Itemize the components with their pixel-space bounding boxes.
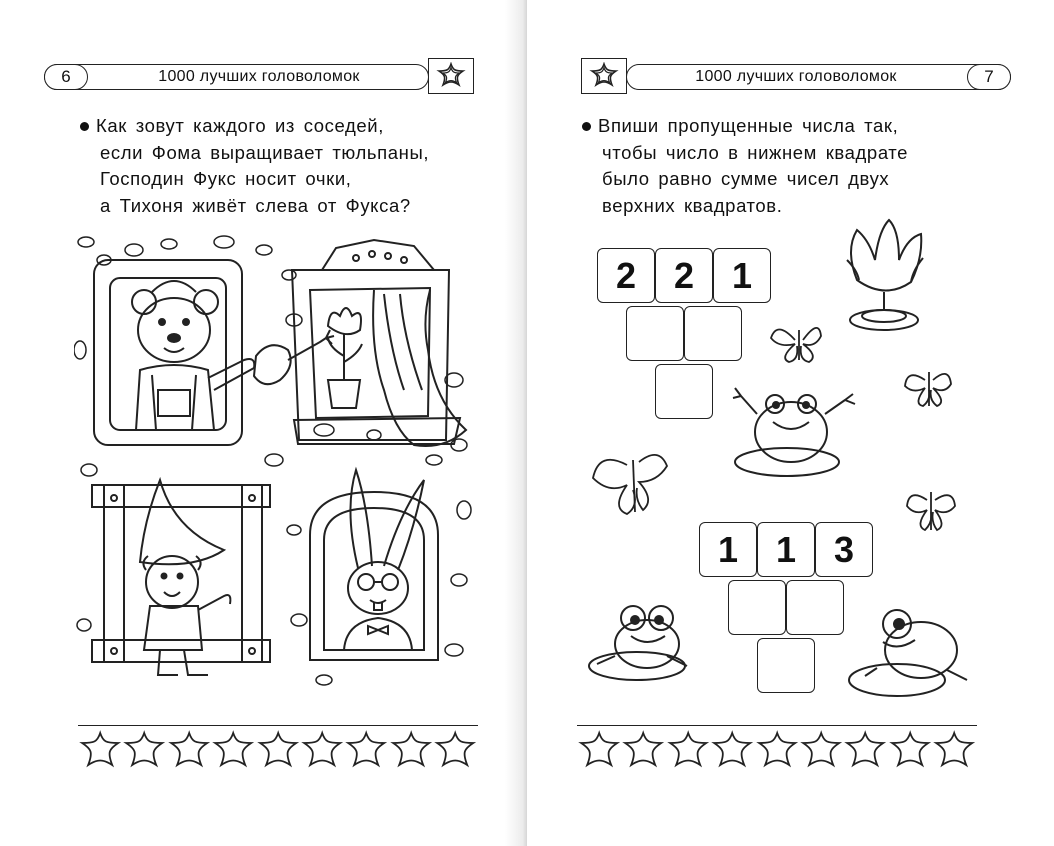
task-line: Как зовут каждого из соседей, xyxy=(96,115,384,136)
star-outline-icon xyxy=(799,730,843,772)
star-outline-icon xyxy=(932,730,976,772)
gnome-in-window-icon xyxy=(92,480,270,675)
star-outline-icon xyxy=(389,730,433,772)
star-outline-icon xyxy=(888,730,932,772)
stones-decor xyxy=(74,236,471,685)
star-outline-icon xyxy=(710,730,754,772)
star-outline-icon xyxy=(256,730,300,772)
bottom-rule xyxy=(577,725,977,726)
bottom-rule xyxy=(78,725,478,726)
header-star-box xyxy=(428,58,474,94)
task-line: было равно сумме чисел двух xyxy=(602,168,890,189)
star-outline-icon xyxy=(755,730,799,772)
task-line: верхних квадратов. xyxy=(602,194,783,216)
star-outline-icon xyxy=(621,730,665,772)
star-outline-icon xyxy=(300,730,344,772)
pyramid-cell: 1 xyxy=(757,522,815,577)
star-outline-icon xyxy=(122,730,166,772)
star-outline-icon xyxy=(167,730,211,772)
butterfly-icon xyxy=(905,372,951,406)
star-outline-icon xyxy=(666,730,710,772)
pyramid-cell: 1 xyxy=(713,248,771,303)
header-title: 1000 лучших головоломок xyxy=(695,68,897,85)
right-page xyxy=(527,0,1054,846)
page-number: 7 xyxy=(967,64,1011,90)
right-illustrations xyxy=(527,200,1054,720)
star-outline-icon xyxy=(344,730,388,772)
star-outline-icon xyxy=(577,730,621,772)
page-number: 6 xyxy=(44,64,88,90)
butterfly-icon xyxy=(771,328,821,362)
pyramid-cell: 3 xyxy=(815,522,873,577)
header-star-box xyxy=(581,58,627,94)
left-header xyxy=(44,58,474,94)
task-line: Господин Фукс носит очки, xyxy=(100,168,352,189)
bullet xyxy=(80,122,89,131)
left-task-text xyxy=(96,113,429,219)
pyramid-cell: 1 xyxy=(699,522,757,577)
star-outline-icon xyxy=(433,730,477,772)
butterfly-icon xyxy=(593,455,667,514)
star-outline-icon xyxy=(78,730,122,772)
frog-icon xyxy=(589,606,687,680)
task-line: чтобы число в нижнем квадрате xyxy=(602,141,909,163)
neighbors-illustration xyxy=(74,230,474,690)
butterfly-icon xyxy=(907,492,955,530)
star-outline-icon xyxy=(211,730,255,772)
rabbit-in-window-icon xyxy=(310,470,438,660)
frog-icon xyxy=(849,610,967,696)
flower-icon xyxy=(847,220,923,330)
stars-row xyxy=(78,730,478,772)
star-icon xyxy=(436,62,466,90)
star-outline-icon xyxy=(843,730,887,772)
task-line: а Тихоня живёт слева от Фукса? xyxy=(100,194,411,216)
star-icon xyxy=(589,62,619,90)
bullet xyxy=(582,122,591,131)
task-line: если Фома выращивает тюльпаны, xyxy=(100,141,430,163)
task-line: Впиши пропущенные числа так, xyxy=(598,115,899,136)
right-header xyxy=(581,58,1011,94)
frog-icon xyxy=(733,388,855,476)
stars-row xyxy=(577,730,977,772)
pyramid-cell: 2 xyxy=(597,248,655,303)
pyramid-cell: 2 xyxy=(655,248,713,303)
header-title: 1000 лучших головоломок xyxy=(158,68,360,85)
